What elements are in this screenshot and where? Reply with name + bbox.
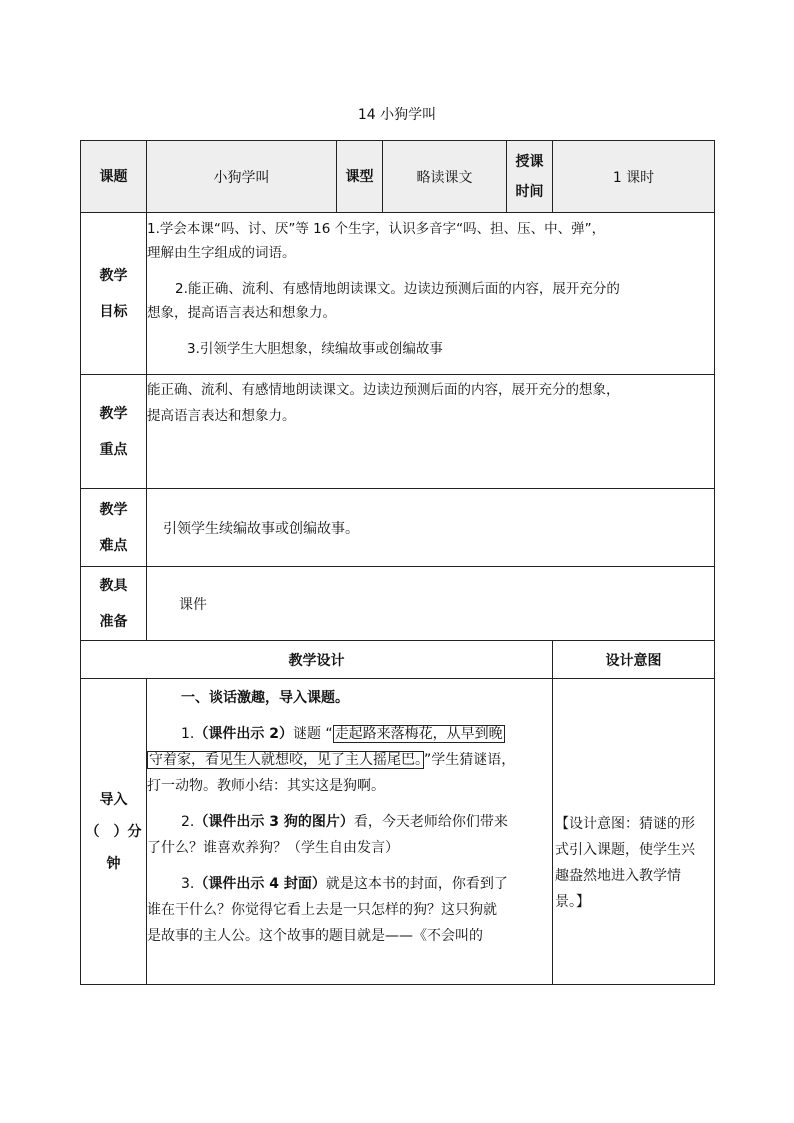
goals-label-line2: 目标 bbox=[99, 303, 128, 320]
difficulty-row bbox=[81, 489, 715, 567]
lesson-plan-table bbox=[80, 140, 715, 985]
intro-step3-line1 bbox=[147, 871, 552, 897]
design-header-row bbox=[81, 641, 715, 679]
intro-label-line2: （ ）分 bbox=[85, 823, 142, 840]
type-value: 略读课文 bbox=[383, 141, 507, 213]
design-header: 教学设计 bbox=[81, 641, 553, 679]
key-points-label bbox=[81, 375, 147, 489]
goal-1-line1: 1.学会本课“吗、讨、厌”等 16 个生字，认识多音字“吗、担、压、中、弹”， bbox=[147, 221, 606, 237]
goal-2-line1: 2.能正确、流利、有感情地朗读课文。边读边预测后面的内容，展开充分的 bbox=[175, 281, 620, 297]
intro-step2-line1 bbox=[147, 809, 552, 835]
intro-step1-line2 bbox=[147, 747, 552, 773]
intro-step1-line1 bbox=[147, 721, 552, 747]
header-row bbox=[81, 141, 715, 213]
page-title: 14 小狗学叫 bbox=[357, 107, 437, 123]
materials-text: 课件 bbox=[179, 596, 207, 613]
difficulty-text: 引领学生续编故事或创编故事。 bbox=[163, 520, 359, 537]
intro-label-line1: 导入 bbox=[99, 791, 128, 808]
goals-label bbox=[81, 213, 147, 375]
intro-label-line3: 钟 bbox=[106, 855, 121, 872]
type-label: 课型 bbox=[337, 141, 383, 213]
intro-riddle-part2: 守着家，看见生人就想咬，见了主人摇尾巴。 bbox=[149, 752, 422, 768]
intro-label bbox=[81, 679, 147, 985]
difficulty-label-line1: 教学 bbox=[99, 501, 128, 518]
materials-content bbox=[147, 567, 715, 641]
intro-riddle-part1: 走起路来落梅花，从早到晚 bbox=[334, 726, 503, 742]
key-points-line2: 提高语言表达和想象力。 bbox=[147, 408, 296, 424]
materials-label-line1: 教具 bbox=[99, 577, 128, 594]
intro-step3-text: 就是这本书的封面，你看到了 bbox=[325, 876, 508, 892]
intro-step1-text: 谜题 “ bbox=[292, 726, 333, 742]
intro-section-title: 一、谈话激趣，导入课题。 bbox=[181, 690, 349, 706]
intro-row bbox=[81, 679, 715, 985]
goal-1-line2: 理解由生字组成的词语。 bbox=[147, 245, 296, 261]
intro-step3-line3: 是故事的主人公。这个故事的题目就是——《不会叫的 bbox=[147, 928, 483, 944]
intro-intent bbox=[553, 679, 715, 985]
time-label bbox=[507, 141, 553, 213]
materials-label bbox=[81, 567, 147, 641]
intent-header: 设计意图 bbox=[553, 641, 715, 679]
intro-intent-line2: 式引入课题，使学生兴 bbox=[555, 842, 695, 858]
intro-step3-num: 3. bbox=[181, 876, 195, 892]
goal-3: 3.引领学生大胆想象，续编故事或创编故事 bbox=[187, 341, 443, 357]
intro-step2-cue: （课件出示 3 狗的图片） bbox=[194, 814, 354, 830]
intro-step1-line3: 打一动物。教师小结：其实这是狗啊。 bbox=[147, 778, 385, 794]
difficulty-content bbox=[147, 489, 715, 567]
intro-step3-line2: 谁在干什么？你觉得它看上去是一只怎样的狗？这只狗就 bbox=[147, 902, 497, 918]
intro-step1-after: ”学生猜谜语， bbox=[424, 752, 516, 768]
intro-content bbox=[147, 679, 553, 985]
time-label-line2: 时间 bbox=[515, 183, 544, 200]
topic-label: 课题 bbox=[81, 141, 147, 213]
goal-2-line2: 想象，提高语言表达和想象力。 bbox=[147, 305, 336, 321]
materials-row bbox=[81, 567, 715, 641]
key-points-content bbox=[147, 375, 715, 489]
intro-step2-num: 2. bbox=[181, 814, 195, 830]
key-points-line1: 能正确、流利、有感情地朗读课文。边读边预测后面的内容，展开充分的想象， bbox=[147, 382, 620, 398]
intro-step1-cue: （课件出示 2） bbox=[194, 726, 293, 742]
intro-intent-line1: 【设计意图：猜谜的形 bbox=[555, 816, 695, 832]
intro-step3-cue: （课件出示 4 封面） bbox=[194, 876, 326, 892]
intro-step2-text: 看，今天老师给你们带来 bbox=[353, 814, 508, 830]
difficulty-label-line2: 难点 bbox=[99, 537, 128, 554]
intro-step2-line2: 了什么？谁喜欢养狗？（学生自由发言） bbox=[147, 840, 399, 856]
materials-label-line2: 准备 bbox=[99, 613, 128, 630]
intro-step1-num: 1. bbox=[181, 726, 195, 742]
key-points-label-line1: 教学 bbox=[99, 405, 128, 422]
difficulty-label bbox=[81, 489, 147, 567]
goals-row bbox=[81, 213, 715, 375]
key-points-label-line2: 重点 bbox=[99, 441, 128, 458]
topic-value: 小狗学叫 bbox=[147, 141, 337, 213]
intro-intent-line4: 景。】 bbox=[555, 894, 590, 910]
goals-label-line1: 教学 bbox=[99, 267, 128, 284]
goals-content bbox=[147, 213, 715, 375]
key-points-row bbox=[81, 375, 715, 489]
time-value: 1 课时 bbox=[553, 141, 715, 213]
intro-intent-line3: 趣盎然地进入教学情 bbox=[555, 868, 681, 884]
time-label-line1: 授课 bbox=[515, 153, 544, 170]
